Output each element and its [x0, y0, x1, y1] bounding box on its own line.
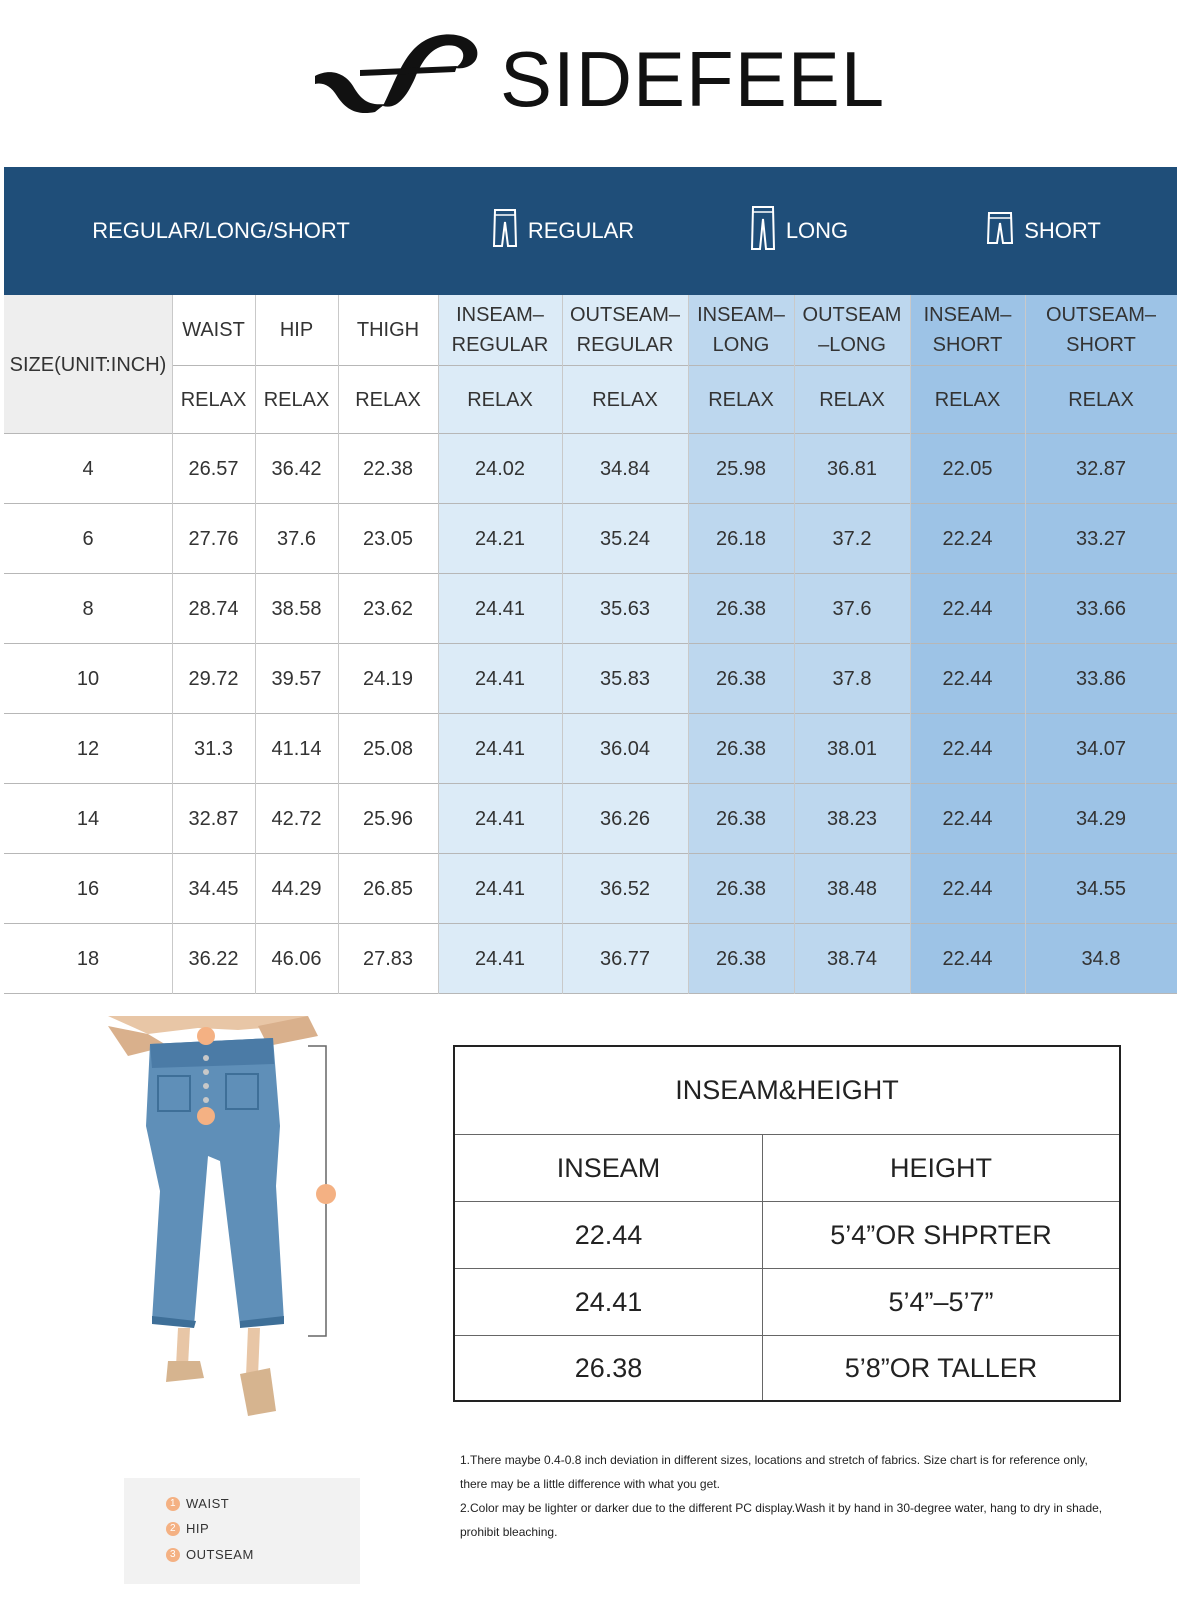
size-cell: 10: [4, 644, 172, 714]
grid-line: [4, 783, 1177, 784]
grid-line: [4, 993, 1177, 994]
measurement-cell: 32.87: [172, 784, 255, 854]
measurement-cell: 31.3: [172, 714, 255, 784]
model-jeans-photo: [108, 1016, 338, 1436]
column-header: OUTSEAM– REGULAR: [562, 295, 688, 365]
group-label-regular: REGULAR: [527, 218, 635, 243]
size-cell: 16: [4, 854, 172, 924]
grid-line: [172, 295, 173, 994]
measurement-cell: 22.38: [338, 434, 438, 504]
group-label-long: LONG: [785, 218, 849, 243]
grid-line: [688, 295, 689, 994]
column-header: OUTSEAM– SHORT: [1025, 295, 1177, 365]
measurement-cell: 26.38: [688, 714, 794, 784]
measurement-cell: 29.72: [172, 644, 255, 714]
inseam-value: 26.38: [574, 1352, 643, 1383]
grid-line: [255, 295, 256, 994]
measurement-cell: 26.85: [338, 854, 438, 924]
column-header: INSEAM– LONG: [688, 295, 794, 365]
legend-item-waist: [166, 1496, 229, 1511]
note-line: 2.Color may be lighter or darker due to the different PC display.Wash it by hand in 30-degree water, hang to dry in shade,: [460, 1501, 1103, 1515]
measurement-cell: 33.86: [1025, 644, 1177, 714]
column-subheader: RELAX: [172, 365, 255, 434]
column-header: HIP: [255, 295, 338, 365]
measurement-cell: 26.57: [172, 434, 255, 504]
measurement-cell: 33.66: [1025, 574, 1177, 644]
size-cell: 4: [4, 434, 172, 504]
size-notes: [460, 1448, 1130, 1544]
size-unit-header: SIZE(UNIT:INCH): [4, 295, 172, 434]
measurement-cell: 24.41: [438, 784, 562, 854]
height-value: 5’4”–5’7”: [888, 1286, 994, 1317]
measurement-cell: 38.58: [255, 574, 338, 644]
measurement-cell: 36.42: [255, 434, 338, 504]
measurement-cell: 24.41: [438, 574, 562, 644]
grid-line: [794, 295, 795, 994]
measurement-cell: 36.04: [562, 714, 688, 784]
grid-line: [4, 433, 1177, 434]
measurement-cell: 38.23: [794, 784, 910, 854]
jeans-illustration: [108, 1016, 338, 1436]
legend-number: 1: [166, 1497, 180, 1511]
sidefeel-logo-icon: [305, 28, 480, 118]
marker-hip: [197, 1107, 215, 1125]
measurement-legend: [124, 1478, 360, 1584]
measurement-cell: 34.8: [1025, 924, 1177, 994]
column-subheader: RELAX: [438, 365, 562, 434]
measurement-cell: 24.41: [438, 924, 562, 994]
measurement-cell: 36.52: [562, 854, 688, 924]
measurement-cell: 34.45: [172, 854, 255, 924]
measurement-cell: 22.44: [910, 574, 1025, 644]
measurement-cell: 25.98: [688, 434, 794, 504]
measurement-cell: 26.38: [688, 574, 794, 644]
height-header: HEIGHT: [889, 1152, 992, 1183]
measurement-cell: 36.22: [172, 924, 255, 994]
header-left-label: REGULAR/LONG/SHORT: [92, 218, 350, 243]
measurement-cell: 38.01: [794, 714, 910, 784]
measurement-cell: 27.76: [172, 504, 255, 574]
measurement-cell: 24.41: [438, 644, 562, 714]
height-value: 5’4”OR SHPRTER: [830, 1219, 1052, 1250]
measurement-cell: 34.29: [1025, 784, 1177, 854]
measurement-cell: 24.21: [438, 504, 562, 574]
inseam-height-table: [453, 1045, 1121, 1402]
grid-line: [338, 295, 339, 994]
legend-label: WAIST: [186, 1496, 230, 1511]
measurement-cell: 34.55: [1025, 854, 1177, 924]
column-subheader: RELAX: [338, 365, 438, 434]
legend-item-outseam: [166, 1547, 254, 1562]
measurement-cell: 41.14: [255, 714, 338, 784]
measurement-cell: 33.27: [1025, 504, 1177, 574]
group-header-long: [688, 167, 910, 295]
note-line: prohibit bleaching.: [460, 1525, 558, 1539]
grid-line: [4, 713, 1177, 714]
grid-line: [172, 365, 1177, 366]
measurement-cell: 22.44: [910, 714, 1025, 784]
measurement-cell: 24.41: [438, 714, 562, 784]
column-header: WAIST: [172, 295, 255, 365]
inseam-value: 22.44: [574, 1219, 643, 1250]
inseam-header: INSEAM: [556, 1152, 661, 1183]
measurement-cell: 38.74: [794, 924, 910, 994]
brand-name: SIDEFEEL: [500, 35, 886, 123]
column-subheader: RELAX: [910, 365, 1025, 434]
size-chart-table: [4, 167, 1177, 1009]
grid-line: [910, 295, 911, 994]
measurement-cell: 24.19: [338, 644, 438, 714]
column-header: INSEAM– SHORT: [910, 295, 1025, 365]
measurement-cell: 22.24: [910, 504, 1025, 574]
note-line: 1.There maybe 0.4-0.8 inch deviation in different sizes, locations and stretch of fabrics. Size chart is for reference only,: [460, 1453, 1088, 1467]
measurement-cell: 37.2: [794, 504, 910, 574]
pants-icon: [492, 208, 518, 254]
grid-line: [438, 295, 439, 994]
measurement-cell: 26.38: [688, 644, 794, 714]
pants-icon: [750, 205, 776, 257]
column-subheader: RELAX: [794, 365, 910, 434]
measurement-cell: 34.07: [1025, 714, 1177, 784]
measurement-cell: 36.26: [562, 784, 688, 854]
measurement-cell: 25.96: [338, 784, 438, 854]
measurement-cell: 42.72: [255, 784, 338, 854]
column-header: THIGH: [338, 295, 438, 365]
measurement-cell: 22.05: [910, 434, 1025, 504]
measurement-cell: 38.48: [794, 854, 910, 924]
measurement-cell: 35.83: [562, 644, 688, 714]
grid-line: [4, 503, 1177, 504]
size-cell: 6: [4, 504, 172, 574]
column-subheader: RELAX: [562, 365, 688, 434]
legend-label: OUTSEAM: [186, 1547, 254, 1562]
measurement-cell: 23.62: [338, 574, 438, 644]
grid-line: [562, 295, 563, 994]
legend-label: HIP: [186, 1521, 210, 1536]
size-cell: 18: [4, 924, 172, 994]
measurement-cell: 26.38: [688, 854, 794, 924]
marker-outseam: [316, 1184, 336, 1204]
table-header-left: [4, 167, 438, 295]
measurement-cell: 34.84: [562, 434, 688, 504]
measurement-cell: 36.77: [562, 924, 688, 994]
legend-item-hip: [166, 1521, 209, 1536]
size-cell: 12: [4, 714, 172, 784]
measurement-cell: 37.6: [255, 504, 338, 574]
column-header: INSEAM– REGULAR: [438, 295, 562, 365]
pants-icon: [986, 211, 1014, 251]
measurement-cell: 24.02: [438, 434, 562, 504]
grid-line: [4, 573, 1177, 574]
measurement-cell: 37.8: [794, 644, 910, 714]
group-label-short: SHORT: [1024, 218, 1101, 243]
measurement-cell: 46.06: [255, 924, 338, 994]
column-subheader: RELAX: [688, 365, 794, 434]
column-subheader: RELAX: [1025, 365, 1177, 434]
measurement-cell: 22.44: [910, 644, 1025, 714]
column-header: OUTSEAM –LONG: [794, 295, 910, 365]
measurement-cell: 22.44: [910, 924, 1025, 994]
legend-number: 3: [166, 1548, 180, 1562]
measurement-cell: 39.57: [255, 644, 338, 714]
column-subheader: RELAX: [255, 365, 338, 434]
measurement-cell: 25.08: [338, 714, 438, 784]
measurement-cell: 26.38: [688, 784, 794, 854]
measurement-cell: 22.44: [910, 784, 1025, 854]
measurement-cell: 24.41: [438, 854, 562, 924]
measurement-cell: 36.81: [794, 434, 910, 504]
size-cell: 8: [4, 574, 172, 644]
measurement-cell: 23.05: [338, 504, 438, 574]
height-value: 5’8”OR TALLER: [844, 1352, 1038, 1383]
measurement-cell: 26.18: [688, 504, 794, 574]
grid-line: [1025, 295, 1026, 994]
measurement-cell: 32.87: [1025, 434, 1177, 504]
measurement-cell: 28.74: [172, 574, 255, 644]
group-header-regular: [438, 167, 688, 295]
grid-line: [4, 853, 1177, 854]
size-cell: 14: [4, 784, 172, 854]
measurement-cell: 35.63: [562, 574, 688, 644]
legend-number: 2: [166, 1522, 180, 1536]
measurement-cell: 35.24: [562, 504, 688, 574]
measurement-cell: 37.6: [794, 574, 910, 644]
measurement-cell: 44.29: [255, 854, 338, 924]
inseam-height-title: INSEAM&HEIGHT: [675, 1075, 899, 1105]
measurement-cell: 26.38: [688, 924, 794, 994]
grid-line: [4, 923, 1177, 924]
marker-waist: [197, 1027, 215, 1045]
grid-line: [4, 643, 1177, 644]
measurement-cell: 27.83: [338, 924, 438, 994]
brand-logo: [305, 28, 886, 123]
inseam-value: 24.41: [574, 1286, 643, 1317]
group-header-short: [910, 167, 1177, 295]
measurement-cell: 22.44: [910, 854, 1025, 924]
note-line: there may be a little difference with what you get.: [460, 1477, 720, 1491]
